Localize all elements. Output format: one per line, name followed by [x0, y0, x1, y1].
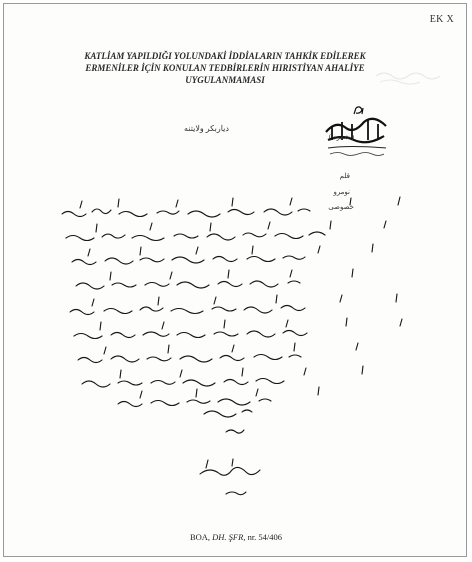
heading-line-3: UYGULANMAMASI [185, 75, 265, 85]
citation-prefix: BOA, [189, 532, 213, 542]
heading-line-1: KATLİAM YAPILDIĞI YOLUNDAKİ İDDİALARIN TAHKİK EDİLEREK [84, 51, 366, 61]
archive-citation [0, 532, 472, 542]
letterhead-field-2: نومرو [333, 188, 350, 196]
letterhead-field-1: قلم [339, 172, 350, 180]
annex-label: EK X [429, 14, 454, 25]
addressee-line: دیاربکر ولایتنه [184, 124, 229, 133]
citation-number: , nr. 54/406 [243, 532, 283, 542]
citation-series: DH. ŞFR [212, 532, 244, 542]
cipher-note: ( شفره ) [328, 133, 354, 141]
heading-line-2: ERMENİLER İÇİN KONULAN TEDBİRLERİN HIRISTİYAN AHALİYE [85, 63, 365, 73]
letterhead-field-3: خصوصی [328, 203, 354, 211]
